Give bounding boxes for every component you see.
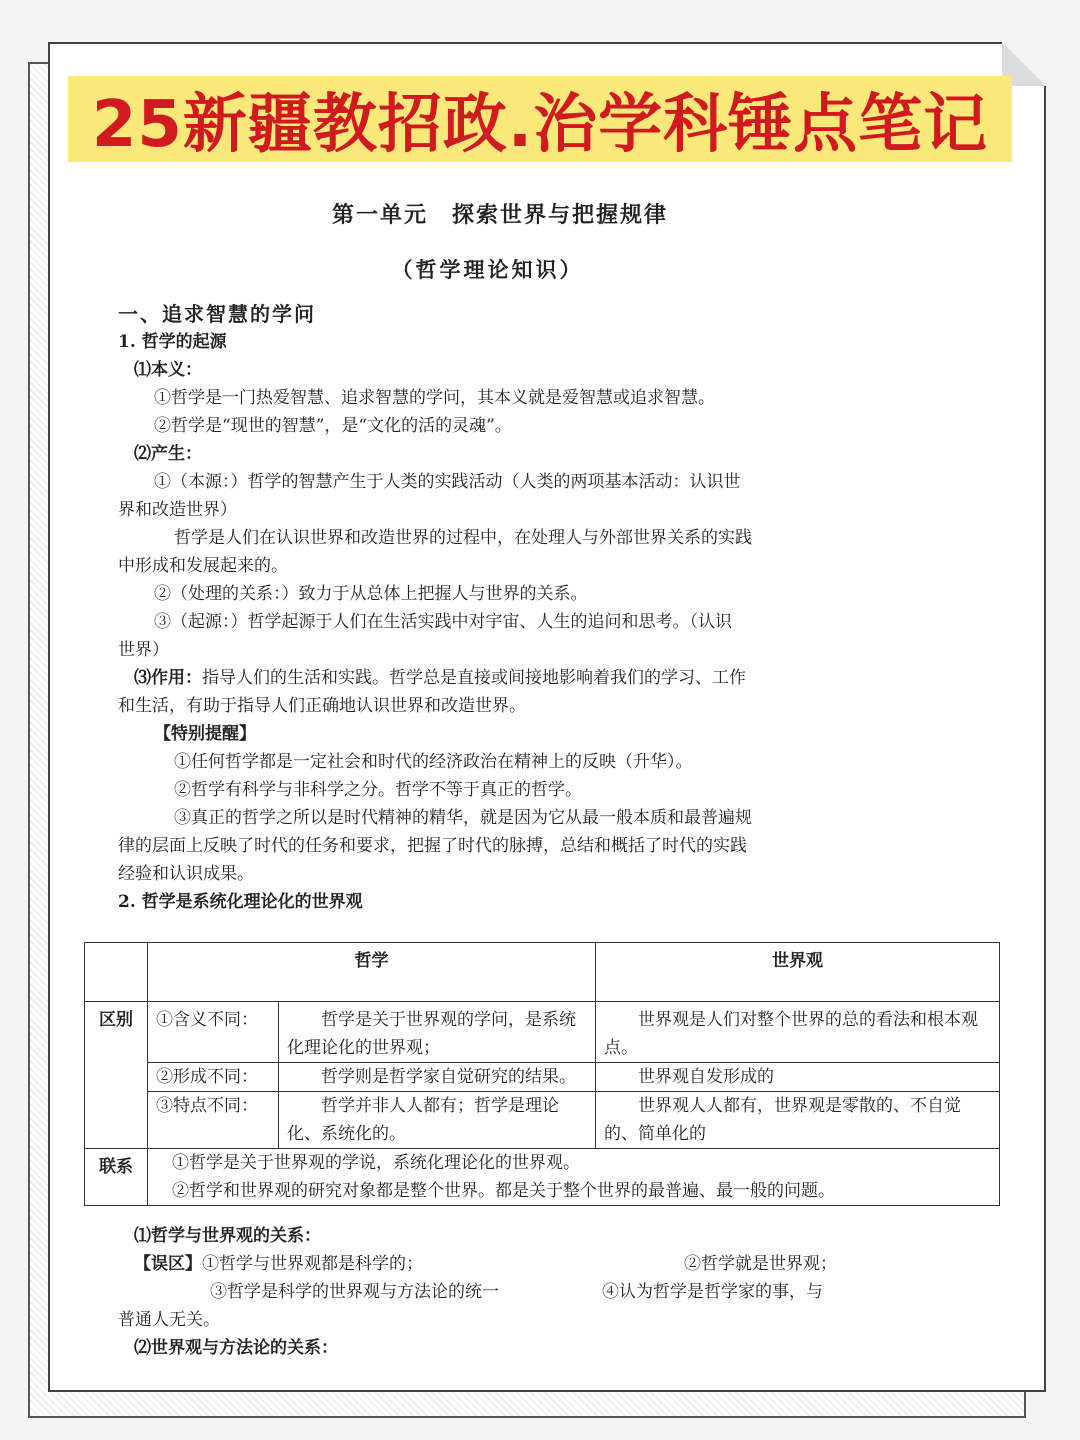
text-line: 中形成和发展起来的。 xyxy=(118,556,288,576)
subheading-worldview: 2. 哲学是系统化理论化的世界观 xyxy=(118,892,363,912)
text-line: 和生活，有助于指导人们正确地认识世界和改造世界。 xyxy=(118,696,526,716)
header-philosophy: 哲学 xyxy=(148,943,596,1002)
text-line xyxy=(134,1250,423,1278)
aspect-cell: ②形成不同： xyxy=(148,1063,279,1092)
table-row xyxy=(85,1063,1000,1092)
remind-line: ①任何哲学都是一定社会和时代的经济政治在精神上的反映（升华）。 xyxy=(174,752,693,772)
remind-line: 律的层面上反映了时代的任务和要求，把握了时代的脉搏，总结和概括了时代的实践 xyxy=(118,836,747,856)
worldview-cell: 世界观人人都有，世界观是零散的、不自觉的、简单化的 xyxy=(596,1092,1000,1149)
misconception-label: 【误区】 xyxy=(134,1254,202,1274)
table-corner-cell xyxy=(85,943,148,1002)
worldview-cell: 世界观是人们对整个世界的总的看法和根本观点。 xyxy=(596,1002,1000,1063)
worldview-cell: 世界观自发形成的 xyxy=(596,1063,1000,1092)
remind-label: 【特别提醒】 xyxy=(154,724,256,744)
table-row xyxy=(85,1002,1000,1063)
philosophy-cell: 哲学并非人人都有；哲学是理论化、系统化的。 xyxy=(279,1092,596,1149)
label-function: ⑶作用： xyxy=(134,668,202,688)
misconception-3: ③哲学是科学的世界观与方法论的统一 xyxy=(210,1282,499,1302)
remind-line: 经验和认识成果。 xyxy=(118,864,254,884)
text-line: ②哲学是“现世的智慧”，是“文化的活的灵魂”。 xyxy=(154,416,512,436)
diff-label: 区别 xyxy=(85,1002,148,1149)
philosophy-cell: 哲学是关于世界观的学问，是系统化理论化的世界观； xyxy=(279,1002,596,1063)
table-row xyxy=(85,1149,1000,1206)
link-cell xyxy=(148,1149,1000,1206)
aspect-cell: ③特点不同： xyxy=(148,1092,279,1149)
text-line: ③（起源：）哲学起源于人们在生活实践中对宇宙、人生的追问和思考。（认识 xyxy=(154,612,732,632)
label-meaning: ⑴本义： xyxy=(134,360,202,380)
text-line: ②（处理的关系：）致力于从总体上把握人与世界的关系。 xyxy=(154,584,588,604)
link-line: ①哲学是关于世界观的学说，系统化理论化的世界观。 xyxy=(172,1153,580,1173)
section-heading: 一、追求智慧的学问 xyxy=(118,302,316,326)
subtitle: （哲学理论知识） xyxy=(391,257,584,282)
misconception-1: ①哲学与世界观都是科学的； xyxy=(202,1254,423,1274)
text-line xyxy=(134,664,746,692)
aspect-cell: ①含义不同： xyxy=(148,1002,279,1063)
misconception-4: ④认为哲学是哲学家的事，与 xyxy=(602,1282,823,1302)
text-line: ①（本源：）哲学的智慧产生于人类的实践活动（人类的两项基本活动：认识世 xyxy=(154,472,741,492)
subheading-origin: 1. 哲学的起源 xyxy=(118,332,227,352)
text-line: 世界） xyxy=(118,640,169,660)
text-line: 哲学是人们在认识世界和改造世界的过程中，在处理人与外部世界关系的实践 xyxy=(174,528,752,548)
text-line: ①哲学是一门热爱智慧、追求智慧的学问，其本义就是爱智慧或追求智慧。 xyxy=(154,388,715,408)
label-origin: ⑵产生： xyxy=(134,444,202,464)
rel1-heading: ⑴哲学与世界观的关系： xyxy=(134,1226,321,1246)
comparison-table xyxy=(84,942,1000,1206)
link-line: ②哲学和世界观的研究对象都是整个世界。都是关于整个世界的最普遍、最一般的问题。 xyxy=(172,1181,835,1201)
link-label: 联系 xyxy=(85,1149,148,1206)
misconception-4-cont: 普通人无关。 xyxy=(118,1310,220,1330)
text-line: 界和改造世界） xyxy=(118,500,237,520)
title-banner: 25新疆教招政.治学科锤点笔记 xyxy=(68,76,1012,162)
rel2-heading: ⑵世界观与方法论的关系： xyxy=(134,1338,338,1358)
table-row xyxy=(85,1092,1000,1149)
philosophy-cell: 哲学则是哲学家自觉研究的结果。 xyxy=(279,1063,596,1092)
header-worldview: 世界观 xyxy=(596,943,1000,1002)
remind-line: ②哲学有科学与非科学之分。哲学不等于真正的哲学。 xyxy=(174,780,582,800)
unit-title: 第一单元 探索世界与把握规律 xyxy=(331,202,668,228)
remind-line: ③真正的哲学之所以是时代精神的精华，就是因为它从最一般本质和最普遍规 xyxy=(174,808,752,828)
table-header-row xyxy=(85,943,1000,1002)
function-text: 指导人们的生活和实践。哲学总是直接或间接地影响着我们的学习、工作 xyxy=(202,668,746,688)
misconception-2: ②哲学就是世界观； xyxy=(684,1254,837,1274)
